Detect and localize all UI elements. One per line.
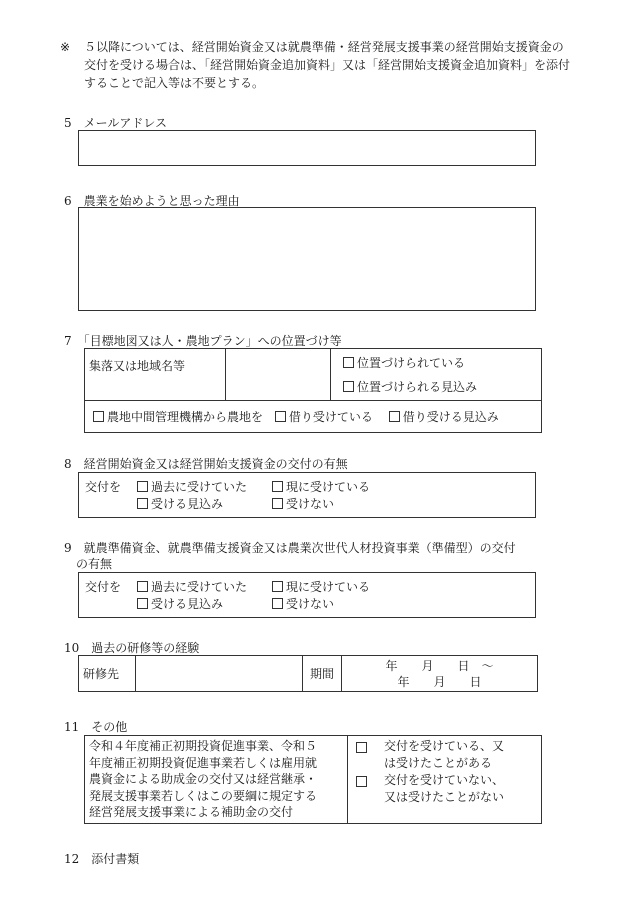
s8-option-2[interactable]: 現に受けている (272, 478, 370, 496)
checkbox-icon[interactable] (272, 581, 283, 592)
land-row (85, 401, 542, 433)
land-label: 農地中間管理機構から農地を (93, 410, 263, 424)
s8-option-1[interactable]: 過去に受けていた (137, 478, 247, 496)
desc-line: 年度補正初期投資促進事業若しくは雇用就 (89, 755, 318, 770)
period-field[interactable] (342, 656, 538, 692)
checkbox-icon[interactable] (343, 381, 354, 392)
s9-option-4[interactable]: 受けない (272, 595, 334, 613)
checkbox-icon[interactable] (137, 581, 148, 592)
section-8-title: 8 経営開始資金又は経営開始支援資金の交付の有無 (64, 457, 348, 471)
s8-prefix: 交付を (85, 480, 122, 494)
section-9-title-line1: 9 就農準備資金、就農準備支援資金又は農業次世代人材投資事業（準備型）の交付 (64, 541, 516, 555)
section-9-title-line2: の有無 (76, 557, 113, 571)
checkbox-icon[interactable] (389, 411, 400, 422)
s9-option-3[interactable]: 受ける見込み (137, 595, 223, 613)
email-field[interactable] (78, 130, 536, 166)
section-5-title: 5 メールアドレス (64, 116, 168, 130)
section-12-title: 12 添付書類 (64, 852, 140, 866)
s9-option-1[interactable]: 過去に受けていた (137, 578, 247, 596)
checkbox-icon[interactable] (272, 598, 283, 609)
section-7-table (84, 348, 542, 433)
other-options (348, 736, 542, 824)
period-label: 期間 (303, 656, 342, 692)
s8-option-4[interactable]: 受けない (272, 495, 334, 513)
checkbox-icon[interactable] (275, 411, 286, 422)
area-value-field[interactable] (226, 349, 331, 401)
section-8-box (78, 472, 536, 518)
desc-line: 経営発展支援事業による補助金の交付 (89, 805, 294, 819)
section-10-title: 10 過去の研修等の経験 (64, 641, 200, 655)
training-place-field[interactable] (136, 656, 303, 692)
section-6-title: 6 農業を始めようと思った理由 (64, 194, 240, 208)
checkbox-icon[interactable] (343, 357, 354, 368)
area-label-cell (85, 349, 226, 401)
reason-field[interactable] (78, 207, 536, 311)
land-option-1[interactable]: 借り受けている (275, 410, 373, 424)
other-option-1[interactable]: 交付を受けている、又 は受けたことがある (356, 738, 533, 772)
s9-prefix: 交付を (85, 580, 122, 594)
section-11-title: 11 その他 (64, 720, 128, 734)
position-option-2[interactable]: 位置づけられる見込み (343, 378, 537, 396)
note-mark: ※ (60, 40, 71, 54)
area-label: 集落又は地域名等 (89, 359, 186, 373)
checkbox-icon[interactable] (137, 481, 148, 492)
period-to: 年 月 日 (397, 674, 482, 689)
land-option-2[interactable]: 借り受ける見込み (389, 410, 499, 424)
checkbox-icon[interactable] (93, 411, 104, 422)
note (60, 38, 570, 92)
s8-option-3[interactable]: 受ける見込み (137, 495, 223, 513)
desc-line: 農資金による助成金の交付又は経営継承・ (89, 772, 318, 786)
desc-line: 発展支援事業若しくはこの要綱に規定する (89, 788, 318, 803)
section-7-title: 7 「目標地図又は人・農地プラン」への位置づけ等 (64, 334, 342, 348)
checkbox-icon[interactable] (272, 481, 283, 492)
note-text: ５以降については、経営開始資金又は就農準備・経営発展支援事業の経営開始支援資金の交付を受ける場合は、「経営開始資金追加資料」又は「経営開始支援資金追加資料」を添付することで記入等は不要とする。 (84, 40, 571, 90)
position-options (331, 349, 542, 401)
section-9-box (78, 572, 536, 618)
checkbox-icon[interactable] (272, 498, 283, 509)
position-option-1[interactable]: 位置づけられている (343, 354, 537, 372)
section-11-table (84, 735, 542, 824)
checkbox-icon[interactable] (356, 742, 367, 753)
section-10-table (78, 655, 538, 692)
other-description (85, 736, 348, 824)
desc-line: 令和４年度補正初期投資促進事業、令和５ (89, 739, 318, 753)
checkbox-icon[interactable] (137, 498, 148, 509)
s9-option-2[interactable]: 現に受けている (272, 578, 370, 596)
checkbox-icon[interactable] (356, 776, 367, 787)
other-option-2[interactable]: 交付を受けていない、 又は受けたことがない (356, 772, 533, 806)
period-from: 年 月 日 ～ (385, 658, 494, 673)
checkbox-icon[interactable] (137, 598, 148, 609)
training-place-label: 研修先 (79, 656, 136, 692)
